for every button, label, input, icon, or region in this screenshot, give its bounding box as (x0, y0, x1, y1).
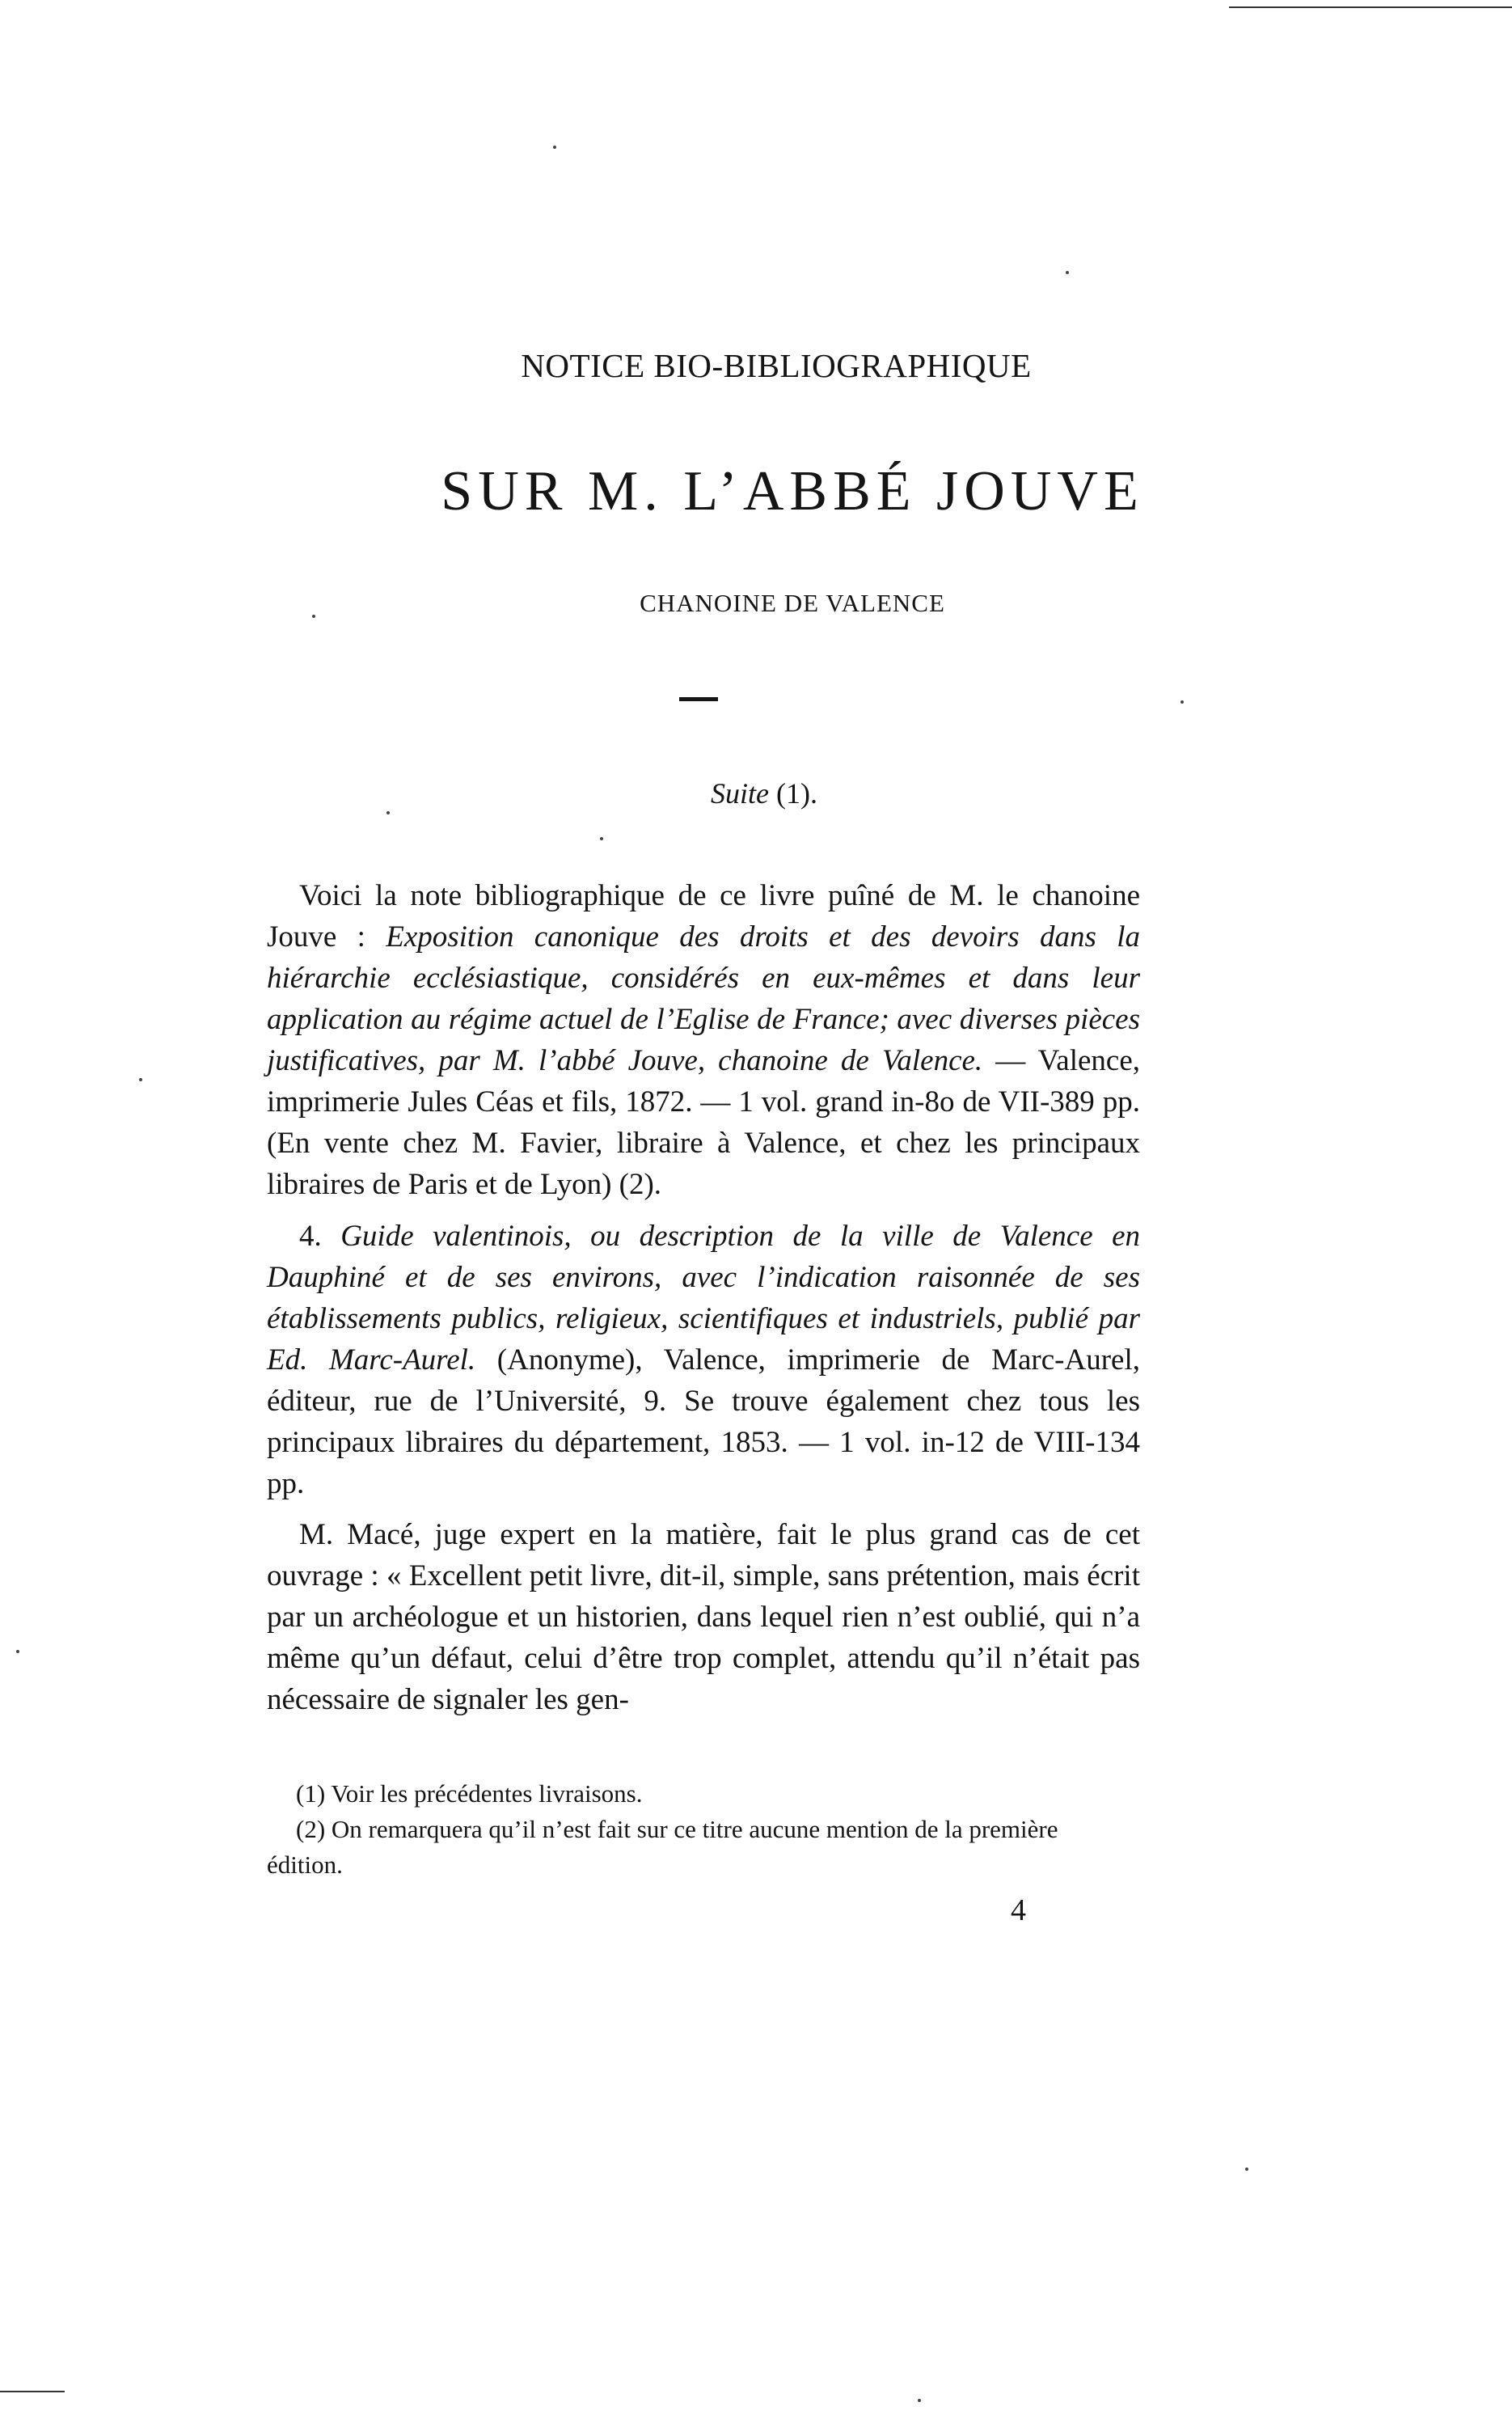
paragraph-1-details: — Valence, imprimerie Jules Céas et fils, 1872. — 1 vol. grand in-8o de VII-389 pp. (En vente chez M. Favier, libraire à Valence, et chez les principaux libraires de Paris et de Lyon) (2). (267, 1044, 1140, 1201)
paragraph-2-title: Guide valentinois, ou description de la ville de Valence en Dauphiné et de ses environs, avec l’indication raisonnée de ses établissements publics, religieux, scientifiques et industriels, publié par Ed. Marc-Aurel. (267, 1220, 1141, 1377)
suite-label: Suite (711, 777, 769, 810)
scan-speck (918, 2399, 921, 2402)
paragraph-2-number: 4. (299, 1220, 341, 1253)
top-rule (1229, 6, 1512, 8)
paragraph-1 (267, 875, 1140, 1205)
scan-speck (1066, 271, 1069, 274)
scan-speck (600, 837, 603, 840)
suite-line (0, 776, 1512, 810)
scan-speck (139, 1078, 142, 1081)
notice-title: NOTICE BIO-BIBLIOGRAPHIQUE (521, 347, 1032, 384)
scan-speck (553, 146, 556, 149)
paragraph-3: M. Macé, juge expert en la matière, fait le plus grand cas de cet ouvrage : « Excellent petit livre, dit-il, simple, sans prétention, mais écrit par un archéologue et un historien, dans lequel rien n’est oublié, qui n’a même qu’un défaut, celui d’être trop complet, attendu qu’il n’était pas nécessaire de signaler les gen- (267, 1518, 1140, 1716)
bottom-rule (0, 2391, 65, 2392)
scan-speck (386, 811, 390, 814)
suite-ref: (1). (776, 777, 817, 810)
main-title: SUR M. L’ABBÉ JOUVE (441, 460, 1144, 522)
subtitle: CHANOINE DE VALENCE (640, 589, 945, 617)
title-separator (679, 697, 718, 701)
scan-speck (1180, 700, 1184, 704)
paragraph-1-title: Exposition canonique des droits et des devoirs dans la hiérarchie ecclésiastique, considérés en eux-mêmes et dans leur application au régime actuel de l’Eglise de France; avec diverses pièces justificatives, par M. l’abbé Jouve, chanoine de Valence. (267, 920, 1140, 1077)
page-number: 4 (1011, 1893, 1026, 1927)
footnotes (267, 1776, 1140, 1883)
paragraph-2-details: (Anonyme), Valence, imprimerie de Marc-Aurel, éditeur, rue de l’Université, 9. Se trouve également chez tous les principaux libraires du département, 1853. — 1 vol. in-12 de VIII-134 pp. (267, 1343, 1140, 1500)
paragraph-1-intro: Voici la note bibliographique de ce livre puîné de M. le chanoine Jouve : (267, 879, 1140, 954)
footnote-2: (2) On remarquera qu’il n’est fait sur ce titre aucune mention de la première édition. (267, 1815, 1058, 1879)
paragraph-2 (267, 1216, 1140, 1504)
scan-speck (1245, 2168, 1248, 2171)
scan-speck (16, 1650, 19, 1653)
footnote-1: (1) Voir les précédentes livraisons. (296, 1779, 643, 1808)
